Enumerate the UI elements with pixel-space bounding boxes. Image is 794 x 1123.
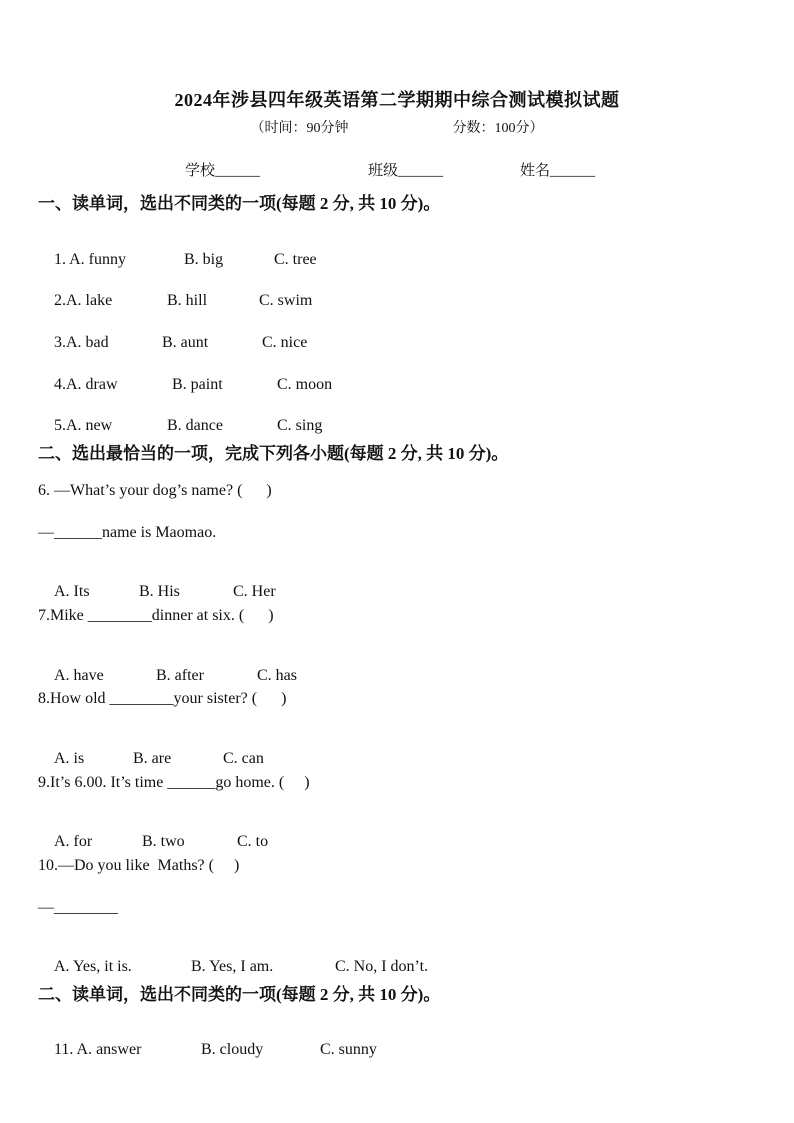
option-b: B. aunt <box>162 334 209 351</box>
class-field: 班级______ <box>368 163 444 179</box>
option-c: C. has <box>257 667 297 684</box>
option-b: B. Yes, I am. <box>191 958 274 975</box>
option-a: 5.A. new <box>54 417 113 434</box>
name-field: 姓名______ <box>520 163 596 179</box>
option-b: B. paint <box>172 376 223 393</box>
option-c: C. sunny <box>320 1041 377 1058</box>
option-a: A. is <box>54 750 85 767</box>
option-b: B. hill <box>167 292 208 309</box>
option-a: A. Yes, it is. <box>54 958 132 975</box>
page-title: 2024年涉县四年级英语第二学期期中综合测试模拟试题 <box>174 90 620 110</box>
option-b: B. His <box>139 583 180 600</box>
option-c: C. swim <box>259 292 313 309</box>
option-b: B. are <box>133 750 172 767</box>
option-a: 3.A. bad <box>54 334 109 351</box>
question-11 <box>38 1023 377 1077</box>
question-7-stem: 7.Mike ________dinner at six. ( ) <box>38 607 274 624</box>
option-a: 11. A. answer <box>54 1041 142 1058</box>
question-10-stem: 10.—Do you like Maths? ( ) <box>38 857 240 874</box>
school-field: 学校______ <box>185 163 261 179</box>
option-c: C. can <box>223 750 264 767</box>
option-c: C. moon <box>277 376 333 393</box>
option-c: C. tree <box>274 251 317 268</box>
option-a: A. for <box>54 833 93 850</box>
section-heading: 二、选出最恰当的一项，完成下列各小题(每题 2 分, 共 10 分)。 <box>38 444 509 463</box>
option-b: B. two <box>142 833 185 850</box>
section-heading: 二、读单词，选出不同类的一项(每题 2 分, 共 10 分)。 <box>38 985 441 1004</box>
option-b: B. big <box>184 251 224 268</box>
question-8-stem: 8.How old ________your sister? ( ) <box>38 690 287 707</box>
total-score: 分数：100分） <box>452 121 544 136</box>
option-a: 2.A. lake <box>54 292 113 309</box>
question-6-answer-line: —______name is Maomao. <box>38 524 217 541</box>
section-heading: 一、读单词，选出不同类的一项(每题 2 分, 共 10 分)。 <box>38 194 441 213</box>
option-b: B. dance <box>167 417 223 434</box>
option-b: B. cloudy <box>201 1041 264 1058</box>
question-6-stem: 6. —What’s your dog’s name? ( ) <box>38 482 272 499</box>
option-b: B. after <box>156 667 204 684</box>
option-a: A. have <box>54 667 104 684</box>
option-a: 4.A. draw <box>54 376 118 393</box>
exam-meta <box>0 117 794 137</box>
option-c: C. Her <box>233 583 276 600</box>
option-c: C. to <box>237 833 269 850</box>
option-a: 1. A. funny <box>54 251 126 268</box>
option-c: C. sing <box>277 417 323 434</box>
option-a: A. Its <box>54 583 90 600</box>
question-9-stem: 9.It’s 6.00. It’s time ______go home. ( ) <box>38 774 310 791</box>
question-10-answer-line: —________ <box>38 899 118 916</box>
option-c: C. nice <box>262 334 308 351</box>
option-c: C. No, I don’t. <box>335 958 429 975</box>
time-limit: （时间：90分钟 <box>250 121 349 136</box>
